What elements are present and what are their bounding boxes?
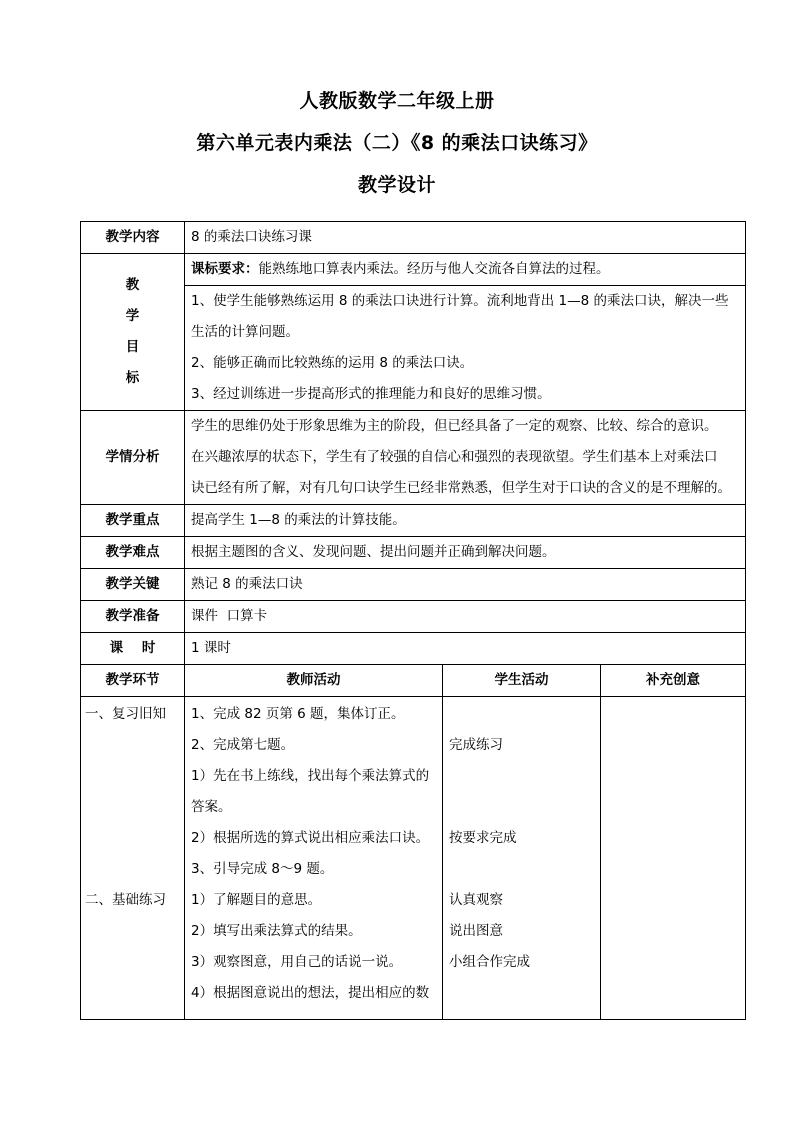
teacher-line: 2、完成第七题。	[191, 737, 295, 753]
teacher-activity-column	[185, 697, 443, 1020]
label-goals	[81, 254, 185, 411]
goal-line: 2、能够正确而比较熟练的运用 8 的乘法口诀。	[191, 355, 474, 371]
student-line: 认真观察	[449, 892, 503, 908]
row-key	[81, 569, 746, 601]
row-difficulty	[81, 537, 746, 569]
row-content	[81, 222, 746, 254]
value-analysis	[185, 411, 746, 505]
analysis-line: 诀已经有所了解，对有几句口诀学生已经非常熟悉，但学生对于口诀的含义的是不理解的。	[191, 480, 731, 496]
value-difficulty: 根据主题图的含义、发现问题、提出问题并正确到解决问题。	[185, 537, 746, 569]
label-goals-char: 教	[125, 277, 140, 293]
row-hours	[81, 633, 746, 665]
student-activity-column	[443, 697, 601, 1020]
teacher-line: 3）观察图意，用自己的话说一说。	[191, 954, 403, 970]
stage-column	[81, 697, 185, 1020]
goal-line: 3、经过训练进一步提高形式的推理能力和良好的思维习惯。	[191, 386, 551, 402]
label-key: 教学关键	[81, 569, 185, 601]
value-content: 8 的乘法口诀练习课	[185, 222, 746, 254]
document-heading: 教学设计	[357, 174, 436, 196]
row-prep	[81, 601, 746, 633]
teacher-line: 4）根据图意说出的想法，提出相应的数	[191, 985, 430, 1001]
teacher-line: 1）先在书上练线，找出每个乘法算式的	[191, 768, 430, 784]
student-line: 按要求完成	[449, 830, 517, 846]
header-stage: 教学环节	[81, 665, 185, 697]
student-line: 说出图意	[449, 923, 503, 939]
row-analysis	[81, 411, 746, 505]
row-goals-standard	[81, 254, 746, 286]
label-goals-char: 标	[125, 370, 140, 386]
header-extra: 补充创意	[601, 665, 746, 697]
value-hours: 1 课时	[185, 633, 746, 665]
value-prep: 课件 口算卡	[185, 601, 746, 633]
standard-label: 课标要求：	[191, 261, 259, 277]
teacher-line: 2）根据所选的算式说出相应乘法口诀。	[191, 830, 430, 846]
header-teacher: 教师活动	[185, 665, 443, 697]
label-prep: 教学准备	[81, 601, 185, 633]
header-student: 学生活动	[443, 665, 601, 697]
teacher-line: 答案。	[191, 799, 232, 815]
label-goals-char: 目	[125, 339, 140, 355]
lesson-plan-table	[80, 221, 746, 1020]
student-line: 完成练习	[449, 737, 503, 753]
label-difficulty: 教学难点	[81, 537, 185, 569]
value-goals	[185, 286, 746, 411]
stage-review: 一、复习旧知	[85, 706, 166, 722]
goal-line: 1、使学生能够熟练运用 8 的乘法口诀进行计算。流利地背出 1—8 的乘法口诀，解决一些	[191, 293, 729, 309]
label-key-point: 教学重点	[81, 505, 185, 537]
teacher-line: 2）填写出乘法算式的结果。	[191, 923, 362, 939]
analysis-line: 在兴趣浓厚的状态下，学生有了较强的自信心和强烈的表现欲望。学生们基本上对乘法口	[191, 449, 718, 465]
label-analysis: 学情分析	[81, 411, 185, 505]
student-line: 小组合作完成	[449, 954, 530, 970]
value-key: 熟记 8 的乘法口诀	[185, 569, 746, 601]
label-hours: 课 时	[81, 633, 185, 665]
teacher-line: 3、引导完成 8～9 题。	[191, 861, 334, 877]
document-title: 人教版数学二年级上册	[299, 90, 495, 112]
row-key-point	[81, 505, 746, 537]
teacher-line: 1、完成 82 页第 6 题，集体订正。	[191, 706, 405, 722]
document-subtitle: 第六单元表内乘法（二）《8 的乘法口诀练习》	[196, 132, 598, 154]
value-standard	[185, 254, 746, 286]
label-goals-char: 学	[125, 308, 140, 324]
extra-column	[601, 697, 746, 1020]
row-process-header	[81, 665, 746, 697]
row-process	[81, 697, 746, 1020]
analysis-line: 学生的思维仍处于形象思维为主的阶段，但已经具备了一定的观察、比较、综合的意识。	[191, 418, 718, 434]
stage-basic-practice: 二、基础练习	[85, 892, 166, 908]
teacher-line: 1）了解题目的意思。	[191, 892, 322, 908]
standard-text: 能熟练地口算表内乘法。经历与他人交流各自算法的过程。	[258, 261, 610, 277]
value-key-point: 提高学生 1—8 的乘法的计算技能。	[185, 505, 746, 537]
goal-line: 生活的计算问题。	[191, 324, 299, 340]
label-content: 教学内容	[81, 222, 185, 254]
